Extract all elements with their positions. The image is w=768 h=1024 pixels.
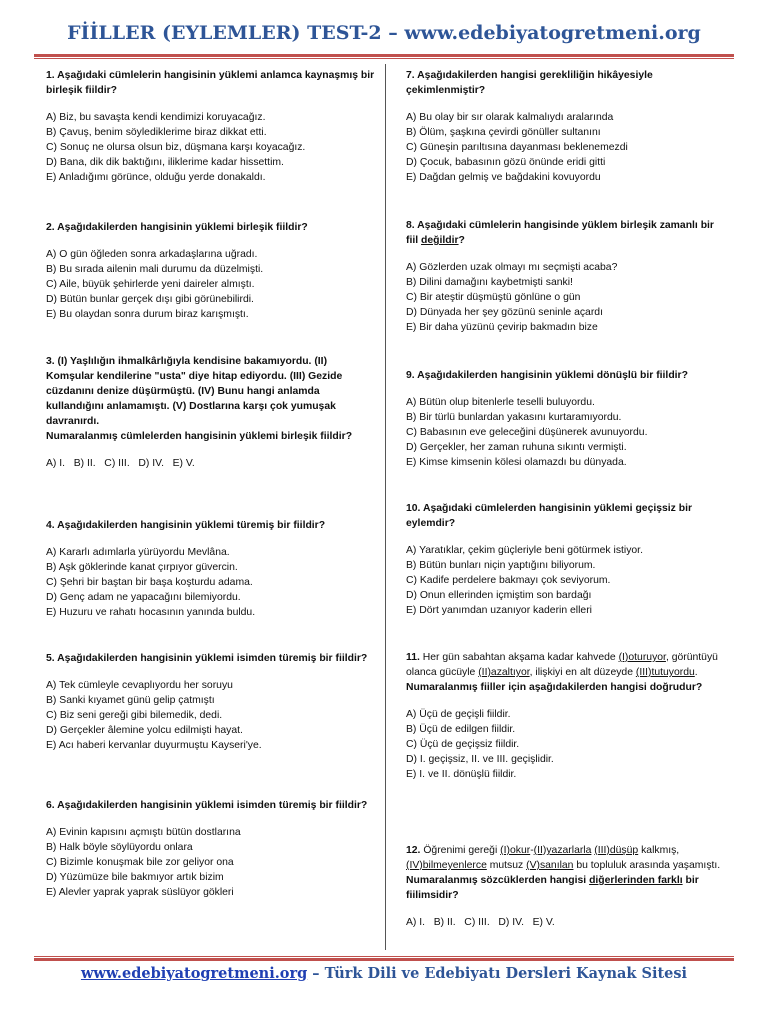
- text-run: .: [694, 667, 698, 678]
- option-d: D) Yüzümüze bile bakmıyor artık bizim: [46, 872, 224, 883]
- option-d: D) Onun ellerinden içmiştim son bardağı: [406, 590, 592, 601]
- option-c: C) Üçü de geçişsiz fiildir.: [406, 739, 520, 750]
- stem-end: bir fiilimsidir?: [406, 875, 699, 901]
- question-text: 3. (I) Yaşlılığın ihmalkârlığıyla kendisine bakamıyordu. (II) Komşular kendilerine "usta" diye hitap ediyordu. (III) Gezide cüzdanını denize düşürmüştü. (IV) Bunu hangi anlamda kullandığını anlamamıştı. (V) Dostlarına karşı çok yumuşak davranırdı.: [46, 356, 343, 427]
- question-10: [406, 501, 728, 618]
- numbered-word-2: (II)yazarlarla: [533, 845, 592, 856]
- option-a: A) Yaratıklar, çekim güçleriyle beni götürmek istiyor.: [406, 545, 643, 556]
- option-c: C) Babasının eve geleceğini düşünerek avunuyordu.: [406, 427, 648, 438]
- option-c: C) Bir ateştir düşmüştü gönlüne o gün: [406, 292, 581, 303]
- question-stem: 9. Aşağıdakilerden hangisinin yüklemi dönüşlü bir fiildir?: [406, 370, 688, 381]
- footer-rule-thick: [34, 958, 734, 961]
- option-b: B) Bir türlü bunlardan yakasını kurtaramıyordu.: [406, 412, 622, 423]
- option-list: [406, 260, 728, 335]
- option-a: A) Kararlı adımlarla yürüyordu Mevlâna.: [46, 547, 230, 558]
- question-number: 11.: [406, 652, 420, 663]
- text-run: Her gün sabahtan akşama kadar kahvede: [419, 652, 619, 663]
- question-7: [406, 68, 728, 185]
- option-a: A) O gün öğleden sonra arkadaşlarına uğradı.: [46, 249, 258, 260]
- option-list: [406, 395, 728, 470]
- option-d: D) Gerçekler âlemine yolcu edilmişti hayat.: [46, 725, 243, 736]
- option-b: B) Dilini damağını kaybetmişti sanki!: [406, 277, 573, 288]
- option-list: [46, 247, 376, 322]
- option-b: B) Halk böyle söylüyordu onlara: [46, 842, 193, 853]
- option-e: E) Dört yanımdan uzanıyor kaderin elleri: [406, 605, 592, 616]
- option-c: C) Aile, büyük şehirlerde yeni daireler almıştı.: [46, 279, 255, 290]
- text-run: kalkmış,: [638, 845, 680, 856]
- stem-emphasis: değildir: [421, 235, 459, 246]
- numbered-word-4: (IV)bilmeyenlerce: [406, 860, 487, 871]
- question-stem: 2. Aşağıdakilerden hangisinin yüklemi birleşik fiildir?: [46, 222, 308, 233]
- numbered-verb-2: (II)azaltıyor: [478, 667, 530, 678]
- option-d: D) Çocuk, babasının gözü önünde eridi gitti: [406, 157, 606, 168]
- option-d: D) Dünyada her şey gözünü seninle açardı: [406, 307, 603, 318]
- option-list: [46, 110, 376, 185]
- question-number: 12.: [406, 845, 421, 856]
- option-a: A) Evinin kapısını açmıştı bütün dostlarına: [46, 827, 241, 838]
- question-3: [46, 354, 376, 471]
- text-run: mutsuz: [486, 860, 527, 871]
- option-e: E) Bu olaydan sonra durum biraz karışmıştı.: [46, 309, 249, 320]
- option-b: B) Bu sırada ailenin mali durumu da düzelmişti.: [46, 264, 264, 275]
- option-d: D) Genç adam ne yapacağını bilemiyordu.: [46, 592, 241, 603]
- stem-emphasis: diğerlerinden farklı: [589, 875, 683, 886]
- question-8: [406, 218, 728, 335]
- option-a: A) Bütün olup bitenlerle teselli buluyordu.: [406, 397, 595, 408]
- option-d: D) Gerçekler, her zaman ruhuna sıkıntı vermişti.: [406, 442, 627, 453]
- option-e: E) I. ve II. dönüşlü fiildir.: [406, 769, 517, 780]
- option-list: [46, 456, 376, 471]
- numbered-word-3: (III)düşüp: [594, 845, 639, 856]
- option-d: D) Bana, dik dik baktığını, iliklerime kadar hissettim.: [46, 157, 284, 168]
- option-b: B) Aşk göklerinde kanat çırpıyor güvercin.: [46, 562, 238, 573]
- option-a: A) Bu olay bir sır olarak kalmalıydı aralarında: [406, 112, 614, 123]
- text-run: , görüntüyü olanca gücüyle: [406, 652, 718, 678]
- question-4: [46, 518, 376, 620]
- option-d: D) I. geçişsiz, II. ve III. geçişlidir.: [406, 754, 554, 765]
- inline-options: A) I. B) II. C) III. D) IV. E) V.: [406, 917, 555, 928]
- option-list: [46, 825, 376, 900]
- option-e: E) Acı haberi kervanlar duyurmuştu Kayseri'ye.: [46, 740, 262, 751]
- numbered-verb-3: (III)tutuyordu: [635, 667, 695, 678]
- option-b: B) Ölüm, şaşkına çevirdi gönüller sultanını: [406, 127, 601, 138]
- question-stem: 4. Aşağıdakilerden hangisinin yüklemi türemiş bir fiildir?: [46, 520, 326, 531]
- option-b: B) Bütün bunları niçin yaptığını biliyorum.: [406, 560, 596, 571]
- header-rule-thin: [34, 58, 734, 59]
- text-run: Öğrenimi gereği: [420, 845, 501, 856]
- question-5: [46, 651, 376, 753]
- question-stem: 1. Aşağıdaki cümlelerin hangisinin yüklemi anlamca kaynaşmış bir birleşik fiildir?: [46, 70, 375, 96]
- option-list: [46, 678, 376, 753]
- stem-text: 8. Aşağıdaki cümlelerin hangisinde yüklem birleşik zamanlı bir fiil: [406, 220, 714, 246]
- text-run: bu topluluk arasında yaşamıştı.: [573, 860, 721, 871]
- question-stem: [406, 218, 728, 248]
- question-1: [46, 68, 376, 185]
- option-b: B) Çavuş, benim söylediklerime biraz dikkat etti.: [46, 127, 267, 138]
- option-list: [406, 707, 728, 782]
- question-stem: [406, 873, 728, 903]
- text-run: , ilişkiyi en alt düzeyde: [529, 667, 636, 678]
- header-rule-thick: [34, 54, 734, 57]
- question-12: [406, 843, 728, 930]
- column-divider: [385, 64, 386, 950]
- option-d: D) Bütün bunlar gerçek dışı gibi görünebilirdi.: [46, 294, 254, 305]
- question-text: [406, 843, 728, 873]
- option-list: [46, 545, 376, 620]
- question-stem: 6. Aşağıdakilerden hangisinin yüklemi isimden türemiş bir fiildir?: [46, 800, 368, 811]
- stem-text: Numaralanmış sözcüklerden hangisi: [406, 875, 590, 886]
- option-e: E) Anladığımı görünce, olduğu yerde donakaldı.: [46, 172, 266, 183]
- question-9: [406, 368, 728, 470]
- option-list: [406, 110, 728, 185]
- question-stem: 7. Aşağıdakilerden hangisi gerekliliğin hikâyesiyle çekimlenmiştir?: [406, 70, 653, 96]
- footer: [0, 965, 768, 982]
- footer-tagline: – Türk Dili ve Edebiyatı Dersleri Kaynak Sitesi: [307, 965, 688, 982]
- inline-options: A) I. B) II. C) III. D) IV. E) V.: [46, 458, 195, 469]
- question-6: [46, 798, 376, 900]
- page-title: FİİLLER (EYLEMLER) TEST-2 – www.edebiyatogretmeni.org: [67, 22, 701, 44]
- stem-end: ?: [458, 235, 465, 246]
- question-11: [406, 650, 728, 782]
- option-e: E) Kimse kimsenin kölesi olamazdı bu dünyada.: [406, 457, 627, 468]
- option-b: B) Sanki kıyamet günü gelip çatmıştı: [46, 695, 215, 706]
- numbered-word-1: (I)okur: [500, 845, 531, 856]
- question-stem: Numaralanmış fiiller için aşağıdakilerden hangisi doğrudur?: [406, 682, 703, 693]
- option-c: C) Kadife perdelere bakmayı çok seviyorum.: [406, 575, 611, 586]
- option-a: A) Gözlerden uzak olmayı mı seçmişti acaba?: [406, 262, 618, 273]
- option-a: A) Üçü de geçişli fiildir.: [406, 709, 511, 720]
- numbered-word-5: (V)sanılan: [526, 860, 574, 871]
- option-a: A) Biz, bu savaşta kendi kendimizi koruyacağız.: [46, 112, 266, 123]
- option-c: C) Sonuç ne olursa olsun biz, düşmana karşı koyacağız.: [46, 142, 306, 153]
- option-list: [406, 543, 728, 618]
- option-c: C) Şehri bir baştan bir başa koşturdu adama.: [46, 577, 253, 588]
- option-e: E) Huzuru ve rahatı hocasının yanında buldu.: [46, 607, 256, 618]
- option-c: C) Bizimle konuşmak bile zor geliyor ona: [46, 857, 234, 868]
- question-stem: Numaralanmış cümlelerden hangisinin yüklemi birleşik fiildir?: [46, 431, 353, 442]
- option-c: C) Güneşin parıltısına dayanması beklenemezdi: [406, 142, 628, 153]
- text-run: -: [530, 845, 534, 856]
- option-e: E) Bir daha yüzünü çevirip bakmadın bize: [406, 322, 598, 333]
- option-c: C) Biz seni gereği gibi bilemedik, dedi.: [46, 710, 223, 721]
- footer-rule-thin: [34, 956, 734, 957]
- option-e: E) Alevler yaprak yaprak süslüyor gökleri: [46, 887, 234, 898]
- site-link[interactable]: www.edebiyatogretmeni.org: [80, 965, 308, 982]
- question-2: [46, 220, 376, 322]
- question-stem: 10. Aşağıdaki cümlelerden hangisinin yüklemi geçişsiz bir eylemdir?: [406, 503, 693, 529]
- option-e: E) Dağdan gelmiş ve bağdakini kovuyordu: [406, 172, 601, 183]
- numbered-verb-1: (I)oturuyor: [618, 652, 666, 663]
- question-stem: 5. Aşağıdakilerden hangisinin yüklemi isimden türemiş bir fiildir?: [46, 653, 368, 664]
- question-text: [406, 650, 728, 680]
- option-a: A) Tek cümleyle cevaplıyordu her soruyu: [46, 680, 233, 691]
- option-b: B) Üçü de edilgen fiildir.: [406, 724, 516, 735]
- option-list: [406, 915, 728, 930]
